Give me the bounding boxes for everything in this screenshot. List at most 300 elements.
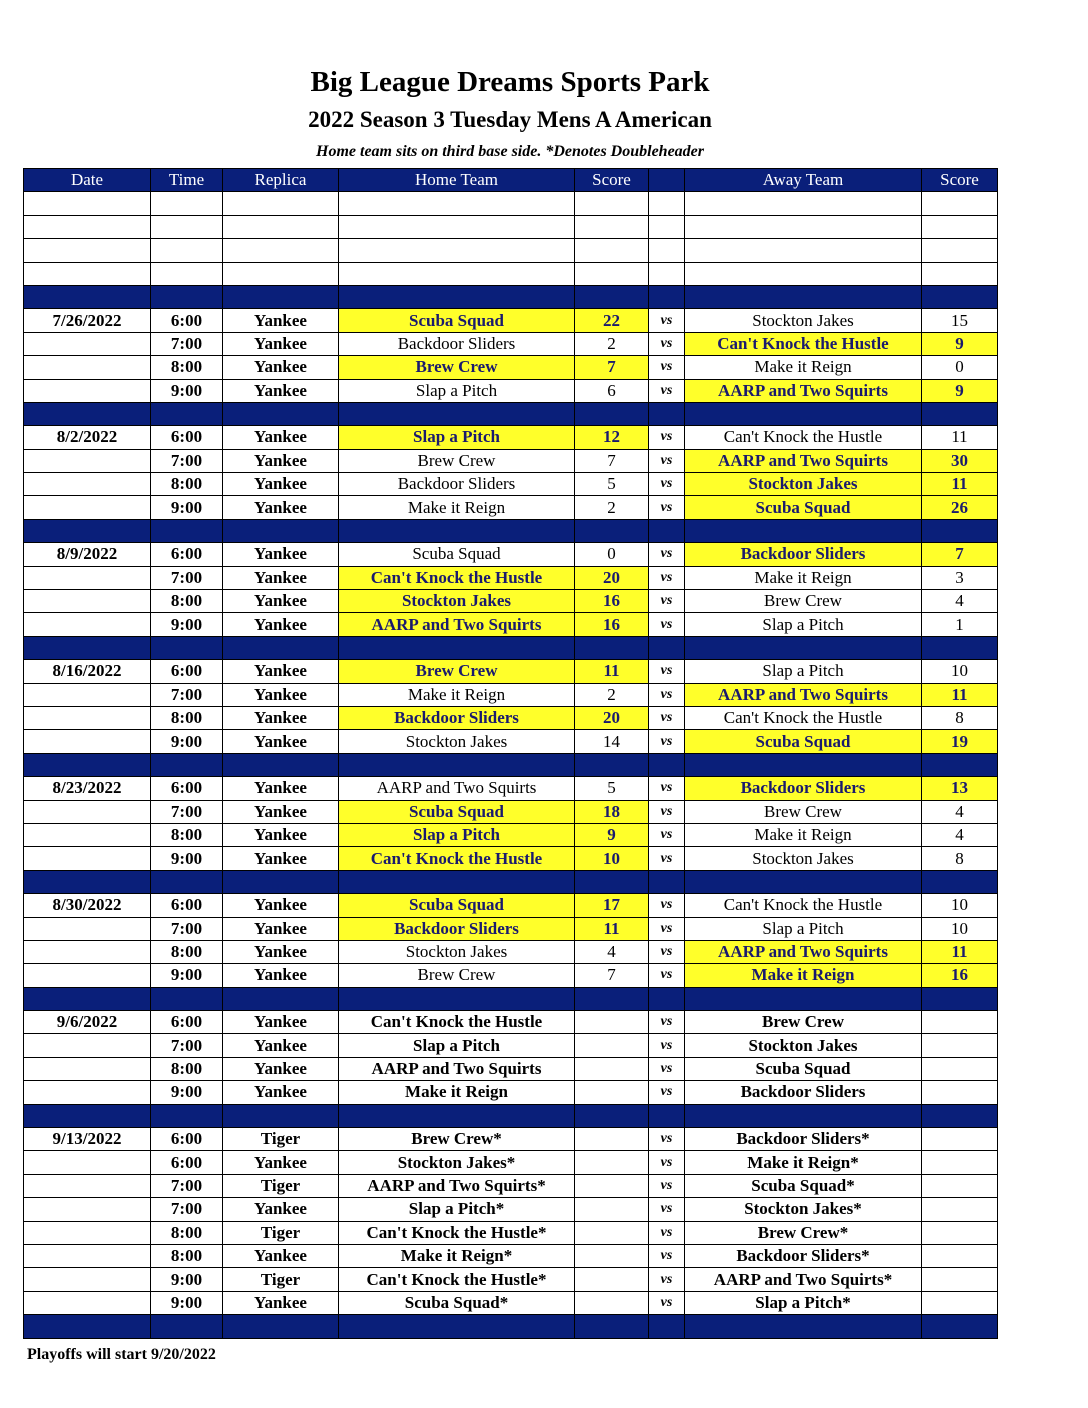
away-score — [922, 1198, 998, 1221]
empty-cell — [339, 1104, 575, 1127]
game-replica: Yankee — [223, 1244, 339, 1267]
game-date: 7/26/2022 — [24, 309, 151, 332]
away-score — [922, 1268, 998, 1291]
empty-cell — [339, 402, 575, 425]
game-date — [24, 917, 151, 940]
empty-cell — [151, 519, 223, 542]
game-time: 7:00 — [151, 1174, 223, 1197]
blank-row — [24, 215, 998, 238]
empty-cell — [922, 192, 998, 215]
home-team: Make it Reign — [339, 1081, 575, 1104]
empty-cell — [24, 987, 151, 1010]
game-replica: Yankee — [223, 940, 339, 963]
home-team: AARP and Two Squirts* — [339, 1174, 575, 1197]
game-date: 8/16/2022 — [24, 660, 151, 683]
home-score: 20 — [575, 566, 649, 589]
empty-cell — [922, 402, 998, 425]
home-score: 7 — [575, 449, 649, 472]
empty-cell — [339, 636, 575, 659]
game-time: 7:00 — [151, 917, 223, 940]
game-time: 8:00 — [151, 940, 223, 963]
game-replica: Yankee — [223, 964, 339, 987]
away-team: Can't Knock the Hustle — [685, 706, 922, 729]
home-score: 9 — [575, 823, 649, 846]
empty-cell — [575, 262, 649, 285]
empty-cell — [151, 1315, 223, 1338]
vs-label: vs — [649, 706, 685, 729]
game-row — [24, 543, 998, 566]
game-row — [24, 473, 998, 496]
week-separator — [24, 519, 998, 542]
vs-label: vs — [649, 473, 685, 496]
game-replica: Yankee — [223, 1081, 339, 1104]
vs-label: vs — [649, 777, 685, 800]
home-score: 7 — [575, 356, 649, 379]
game-time: 8:00 — [151, 356, 223, 379]
away-score — [922, 1291, 998, 1314]
game-replica: Yankee — [223, 894, 339, 917]
game-date — [24, 1081, 151, 1104]
game-time: 8:00 — [151, 823, 223, 846]
page-title: Big League Dreams Sports Park — [310, 66, 710, 98]
empty-cell — [223, 215, 339, 238]
game-time: 6:00 — [151, 660, 223, 683]
home-team: AARP and Two Squirts — [339, 777, 575, 800]
game-time: 7:00 — [151, 566, 223, 589]
empty-cell — [223, 262, 339, 285]
away-score: 16 — [922, 964, 998, 987]
week-separator — [24, 1104, 998, 1127]
away-team: Make it Reign — [685, 566, 922, 589]
away-score — [922, 1034, 998, 1057]
away-team: Make it Reign* — [685, 1151, 922, 1174]
away-team: Stockton Jakes — [685, 473, 922, 496]
empty-cell — [575, 636, 649, 659]
empty-cell — [151, 285, 223, 308]
home-team: Can't Knock the Hustle — [339, 847, 575, 870]
game-time: 7:00 — [151, 683, 223, 706]
game-row — [24, 1081, 998, 1104]
game-date — [24, 683, 151, 706]
empty-cell — [685, 239, 922, 262]
game-replica: Yankee — [223, 356, 339, 379]
empty-cell — [223, 285, 339, 308]
empty-cell — [575, 192, 649, 215]
week-separator — [24, 987, 998, 1010]
game-replica: Yankee — [223, 823, 339, 846]
away-team: AARP and Two Squirts* — [685, 1268, 922, 1291]
empty-cell — [24, 1315, 151, 1338]
vs-label: vs — [649, 379, 685, 402]
empty-cell — [151, 870, 223, 893]
game-replica: Yankee — [223, 730, 339, 753]
away-score: 13 — [922, 777, 998, 800]
game-row — [24, 1151, 998, 1174]
empty-cell — [685, 192, 922, 215]
col-header-away-team: Away Team — [685, 169, 922, 192]
home-team: Brew Crew — [339, 356, 575, 379]
game-replica: Tiger — [223, 1174, 339, 1197]
home-score — [575, 1198, 649, 1221]
home-score — [575, 1151, 649, 1174]
game-replica: Yankee — [223, 543, 339, 566]
empty-cell — [575, 215, 649, 238]
empty-cell — [922, 285, 998, 308]
empty-cell — [339, 1315, 575, 1338]
empty-cell — [575, 870, 649, 893]
week-separator — [24, 636, 998, 659]
game-date — [24, 1034, 151, 1057]
away-score: 4 — [922, 590, 998, 613]
col-header-replica: Replica — [223, 169, 339, 192]
game-replica: Yankee — [223, 660, 339, 683]
empty-cell — [24, 519, 151, 542]
game-time: 7:00 — [151, 1034, 223, 1057]
away-score: 11 — [922, 473, 998, 496]
vs-label: vs — [649, 1034, 685, 1057]
empty-cell — [649, 239, 685, 262]
game-replica: Yankee — [223, 1151, 339, 1174]
empty-cell — [922, 262, 998, 285]
home-team: Stockton Jakes — [339, 730, 575, 753]
game-time: 9:00 — [151, 496, 223, 519]
empty-cell — [223, 870, 339, 893]
game-date — [24, 332, 151, 355]
game-date — [24, 706, 151, 729]
home-score: 2 — [575, 496, 649, 519]
game-date: 8/30/2022 — [24, 894, 151, 917]
empty-cell — [339, 987, 575, 1010]
away-score: 8 — [922, 706, 998, 729]
game-row — [24, 1291, 998, 1314]
empty-cell — [922, 519, 998, 542]
game-time: 6:00 — [151, 777, 223, 800]
game-row — [24, 496, 998, 519]
game-date — [24, 449, 151, 472]
vs-label: vs — [649, 1268, 685, 1291]
home-score: 20 — [575, 706, 649, 729]
vs-label: vs — [649, 449, 685, 472]
empty-cell — [685, 215, 922, 238]
empty-cell — [339, 519, 575, 542]
game-date — [24, 1198, 151, 1221]
empty-cell — [151, 192, 223, 215]
home-score: 5 — [575, 777, 649, 800]
home-score — [575, 1128, 649, 1151]
col-header-vs — [649, 169, 685, 192]
game-date: 8/2/2022 — [24, 426, 151, 449]
game-replica: Yankee — [223, 1034, 339, 1057]
empty-cell — [922, 215, 998, 238]
home-team: AARP and Two Squirts — [339, 613, 575, 636]
game-time: 7:00 — [151, 449, 223, 472]
away-score: 0 — [922, 356, 998, 379]
home-team: Slap a Pitch — [339, 1034, 575, 1057]
game-replica: Yankee — [223, 1198, 339, 1221]
game-time: 6:00 — [151, 426, 223, 449]
game-row — [24, 1057, 998, 1080]
game-time: 8:00 — [151, 590, 223, 613]
home-team: Backdoor Sliders — [339, 706, 575, 729]
game-row — [24, 660, 998, 683]
empty-cell — [151, 753, 223, 776]
vs-label: vs — [649, 940, 685, 963]
home-team: Slap a Pitch* — [339, 1198, 575, 1221]
empty-cell — [575, 987, 649, 1010]
home-team: Backdoor Sliders — [339, 332, 575, 355]
game-row — [24, 1268, 998, 1291]
empty-cell — [685, 987, 922, 1010]
empty-cell — [339, 239, 575, 262]
vs-label: vs — [649, 426, 685, 449]
vs-label: vs — [649, 1198, 685, 1221]
away-team: Scuba Squad* — [685, 1174, 922, 1197]
week-separator — [24, 870, 998, 893]
game-time: 9:00 — [151, 613, 223, 636]
empty-cell — [151, 239, 223, 262]
away-score — [922, 1057, 998, 1080]
away-team: Can't Knock the Hustle — [685, 894, 922, 917]
game-time: 6:00 — [151, 543, 223, 566]
vs-label: vs — [649, 730, 685, 753]
game-date: 9/13/2022 — [24, 1128, 151, 1151]
game-row — [24, 356, 998, 379]
empty-cell — [151, 262, 223, 285]
game-date — [24, 800, 151, 823]
game-replica: Yankee — [223, 917, 339, 940]
home-score — [575, 1034, 649, 1057]
game-row — [24, 1011, 998, 1034]
empty-cell — [24, 239, 151, 262]
empty-cell — [922, 753, 998, 776]
away-score: 19 — [922, 730, 998, 753]
blank-row — [24, 192, 998, 215]
away-score: 30 — [922, 449, 998, 472]
game-date — [24, 1291, 151, 1314]
home-score: 12 — [575, 426, 649, 449]
game-date — [24, 940, 151, 963]
home-score: 11 — [575, 660, 649, 683]
empty-cell — [922, 636, 998, 659]
game-replica: Yankee — [223, 496, 339, 519]
away-team: Brew Crew — [685, 1011, 922, 1034]
game-row — [24, 1198, 998, 1221]
home-score: 17 — [575, 894, 649, 917]
empty-cell — [339, 192, 575, 215]
game-time: 6:00 — [151, 1151, 223, 1174]
away-team: Slap a Pitch — [685, 660, 922, 683]
away-score: 11 — [922, 683, 998, 706]
empty-cell — [685, 402, 922, 425]
game-date — [24, 964, 151, 987]
col-header-away-score: Score — [922, 169, 998, 192]
game-time: 6:00 — [151, 894, 223, 917]
game-time: 7:00 — [151, 800, 223, 823]
game-date — [24, 496, 151, 519]
game-row — [24, 309, 998, 332]
game-time: 6:00 — [151, 1011, 223, 1034]
home-team: Can't Knock the Hustle — [339, 566, 575, 589]
home-team: Stockton Jakes* — [339, 1151, 575, 1174]
home-team: Scuba Squad* — [339, 1291, 575, 1314]
game-date: 9/6/2022 — [24, 1011, 151, 1034]
home-score: 22 — [575, 309, 649, 332]
empty-cell — [575, 753, 649, 776]
empty-cell — [24, 870, 151, 893]
home-score — [575, 1057, 649, 1080]
week-separator — [24, 285, 998, 308]
schedule-body — [24, 192, 998, 1338]
home-team: Stockton Jakes — [339, 590, 575, 613]
empty-cell — [649, 1104, 685, 1127]
empty-cell — [151, 636, 223, 659]
empty-cell — [922, 870, 998, 893]
game-row — [24, 566, 998, 589]
away-score: 26 — [922, 496, 998, 519]
empty-cell — [223, 402, 339, 425]
away-team: Make it Reign — [685, 823, 922, 846]
away-score: 15 — [922, 309, 998, 332]
vs-label: vs — [649, 1174, 685, 1197]
away-team: Backdoor Sliders* — [685, 1244, 922, 1267]
home-team: Slap a Pitch — [339, 379, 575, 402]
empty-cell — [922, 987, 998, 1010]
game-row — [24, 800, 998, 823]
away-team: Stockton Jakes — [685, 1034, 922, 1057]
away-score: 9 — [922, 379, 998, 402]
game-date — [24, 730, 151, 753]
home-team: Stockton Jakes — [339, 940, 575, 963]
game-replica: Yankee — [223, 426, 339, 449]
game-replica: Yankee — [223, 847, 339, 870]
game-row — [24, 964, 998, 987]
game-time: 7:00 — [151, 332, 223, 355]
empty-cell — [685, 1104, 922, 1127]
home-team: Scuba Squad — [339, 800, 575, 823]
home-score: 7 — [575, 964, 649, 987]
away-score — [922, 1244, 998, 1267]
empty-cell — [649, 753, 685, 776]
away-score — [922, 1081, 998, 1104]
game-row — [24, 1174, 998, 1197]
blank-row — [24, 239, 998, 262]
playoffs-note: Playoffs will start 9/20/2022 — [27, 1346, 216, 1363]
home-team: Make it Reign — [339, 496, 575, 519]
home-score — [575, 1221, 649, 1244]
game-date — [24, 1151, 151, 1174]
empty-cell — [24, 753, 151, 776]
home-score — [575, 1011, 649, 1034]
away-score: 7 — [922, 543, 998, 566]
game-row — [24, 823, 998, 846]
home-team: Brew Crew* — [339, 1128, 575, 1151]
col-header-date: Date — [24, 169, 151, 192]
home-team: Scuba Squad — [339, 894, 575, 917]
home-team: AARP and Two Squirts — [339, 1057, 575, 1080]
empty-cell — [24, 215, 151, 238]
season-subtitle: 2022 Season 3 Tuesday Mens A American — [308, 107, 712, 132]
home-score: 6 — [575, 379, 649, 402]
empty-cell — [24, 636, 151, 659]
away-team: Scuba Squad — [685, 496, 922, 519]
home-score: 10 — [575, 847, 649, 870]
game-date — [24, 847, 151, 870]
home-team: Can't Knock the Hustle — [339, 1011, 575, 1034]
vs-label: vs — [649, 590, 685, 613]
game-time: 9:00 — [151, 379, 223, 402]
game-time: 8:00 — [151, 706, 223, 729]
game-replica: Yankee — [223, 379, 339, 402]
vs-label: vs — [649, 1011, 685, 1034]
away-team: Scuba Squad — [685, 730, 922, 753]
empty-cell — [685, 285, 922, 308]
empty-cell — [223, 1315, 339, 1338]
game-time: 9:00 — [151, 730, 223, 753]
game-row — [24, 590, 998, 613]
empty-cell — [649, 215, 685, 238]
empty-cell — [922, 1315, 998, 1338]
game-date — [24, 823, 151, 846]
game-time: 9:00 — [151, 964, 223, 987]
game-date — [24, 1244, 151, 1267]
game-row — [24, 1221, 998, 1244]
home-score: 16 — [575, 613, 649, 636]
game-row — [24, 1244, 998, 1267]
header-row — [24, 169, 998, 192]
game-replica: Tiger — [223, 1221, 339, 1244]
home-team: Scuba Squad — [339, 543, 575, 566]
vs-label: vs — [649, 1221, 685, 1244]
empty-cell — [685, 262, 922, 285]
game-replica: Yankee — [223, 613, 339, 636]
home-score — [575, 1081, 649, 1104]
game-time: 9:00 — [151, 1268, 223, 1291]
away-score: 11 — [922, 426, 998, 449]
game-replica: Yankee — [223, 473, 339, 496]
vs-label: vs — [649, 1244, 685, 1267]
game-row — [24, 613, 998, 636]
game-replica: Yankee — [223, 800, 339, 823]
game-replica: Yankee — [223, 590, 339, 613]
game-row — [24, 894, 998, 917]
game-time: 9:00 — [151, 1081, 223, 1104]
game-date — [24, 1221, 151, 1244]
home-score: 16 — [575, 590, 649, 613]
game-date — [24, 1174, 151, 1197]
empty-cell — [649, 987, 685, 1010]
game-replica: Yankee — [223, 309, 339, 332]
vs-label: vs — [649, 1291, 685, 1314]
away-team: Backdoor Sliders — [685, 777, 922, 800]
empty-cell — [575, 239, 649, 262]
home-team: Slap a Pitch — [339, 426, 575, 449]
game-date: 8/9/2022 — [24, 543, 151, 566]
away-score — [922, 1174, 998, 1197]
away-team: Backdoor Sliders — [685, 1081, 922, 1104]
game-date — [24, 379, 151, 402]
home-score: 2 — [575, 332, 649, 355]
empty-cell — [685, 870, 922, 893]
vs-label: vs — [649, 356, 685, 379]
away-score: 1 — [922, 613, 998, 636]
vs-label: vs — [649, 309, 685, 332]
game-row — [24, 379, 998, 402]
game-replica: Yankee — [223, 777, 339, 800]
empty-cell — [24, 192, 151, 215]
vs-label: vs — [649, 613, 685, 636]
home-team: Can't Knock the Hustle* — [339, 1268, 575, 1291]
home-team: Brew Crew — [339, 449, 575, 472]
